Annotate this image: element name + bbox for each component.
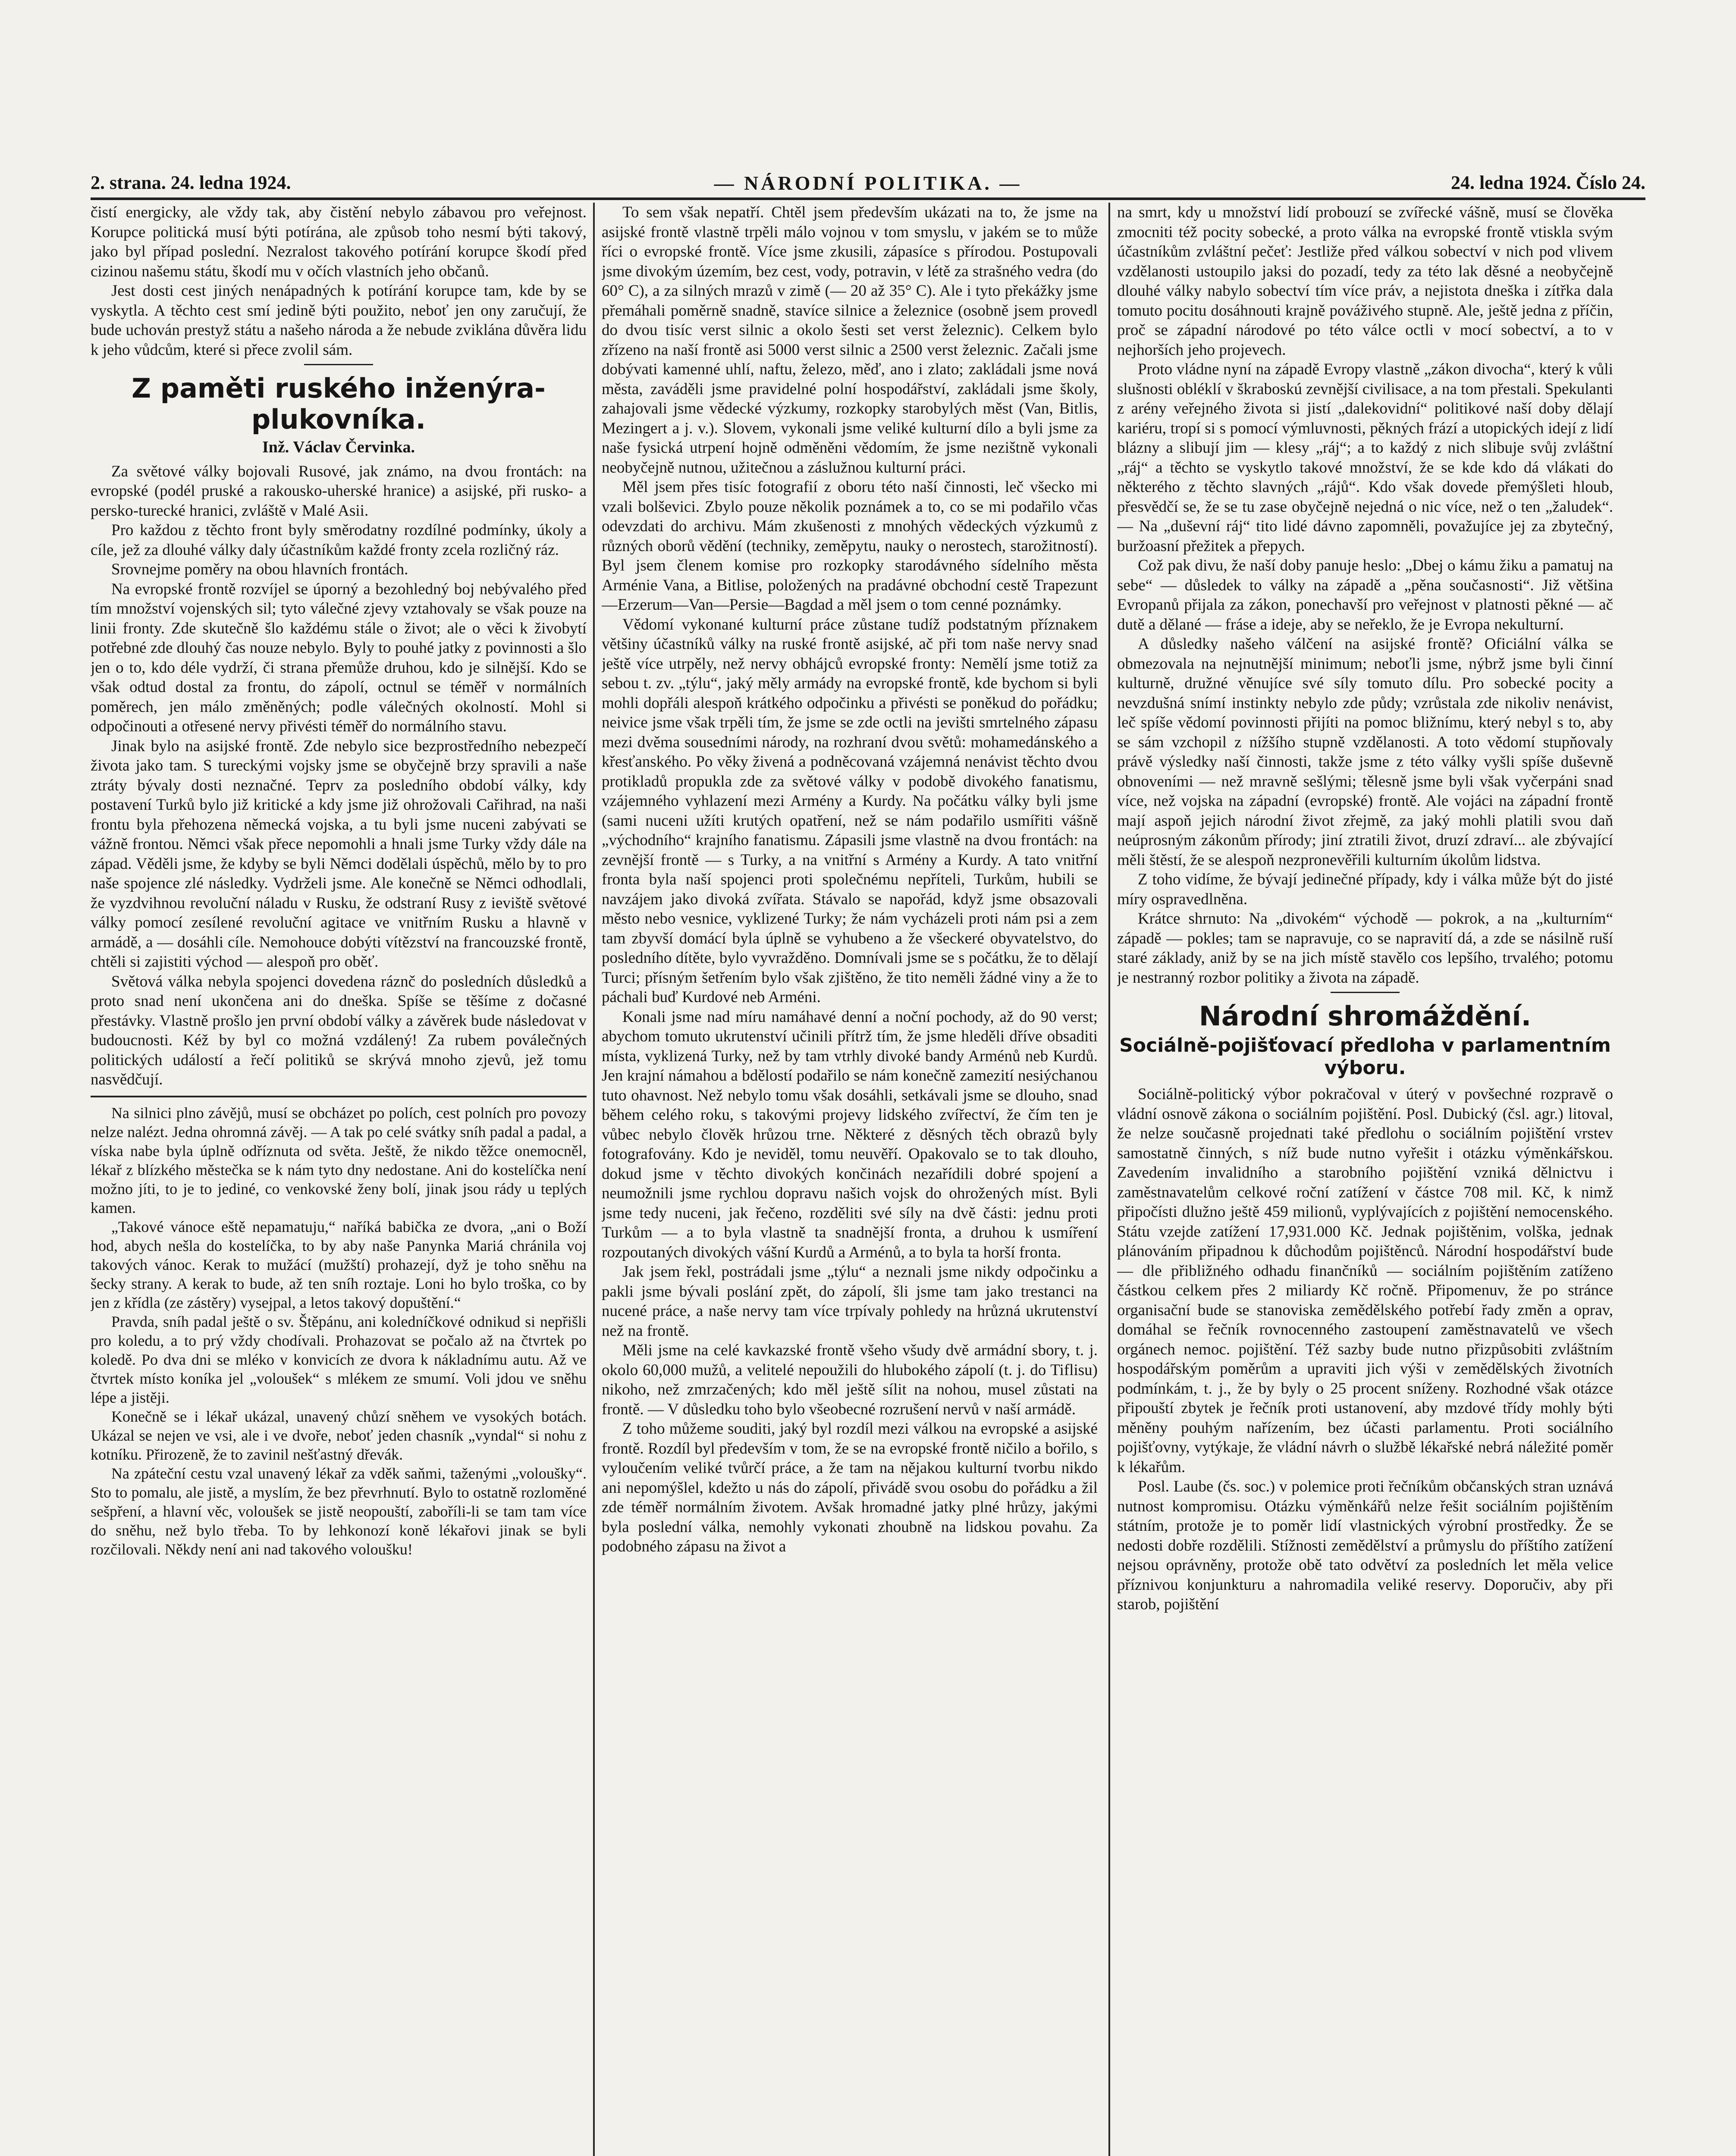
header-masthead: — NÁRODNÍ POLITIKA. — [714,172,1022,194]
section-subtitle: Sociálně-pojišťovací předloha v parlamentním výboru. [1119,1034,1611,1079]
paragraph: Sociálně-politický výbor pokračoval v úterý v povšechné rozpravě o vládní osnově zákona o sociálním pojištění. Posl. Dubický (čsl. agr.) litoval, že nelze současně projednati také předlohu o sociálním pojištění vrstev samostatně činných, s níž bude nutno vyřešit i otázku výměnkářskou. Zavedením invalidního a starobního pojištění vzniká dělnictvu i zaměstnavatelům celkové roční zatížení v částce 708 mil. Kč, k nimž připočísti dlužno ještě 459 milionů, vyplývajících z pojištění nemocenského. Státu vzejde zatížení 17,931.000 Kč. Jednak pojištěnim, volška, jednak plánováním připadnou k důchodům pojištěnců. Národní hospodářství bude — dle přibližného odhadu finančníků — sociálním pojištěním zatíženo částkou celkem přes 2 miliardy Kč ročně. Připomenuv, že po stránce organisační bude se stanoviska zemědělského potřebí řady změn a oprav, domáhal se řečník rovnocenného zastoupení zaměstnavatelů ve všech orgánech nemoc. pojištění. Též sazby bude nutno přizpůsobiti zvláštním hospodářským poměrům a upraviti jich výši v zemědělských životních podmínkám, t. j., že by byly o 25 procent sníženy. Rozhodné však otázce připouští zbytek je řečník proti ustanovení, aby mzdové třídy mohly býti měněny pouhým nařízením, bez účasti parlamentu. Proti sociálního pojišťovny, vytýkaje, že vládní návrh o službě lékařské nebrá náležité poměr k lékařům. [1117,1085,1613,1476]
header-rule [91,197,1645,200]
paragraph: Jinak bylo na asijské frontě. Zde nebylo sice bezprostředního nebezpečí života jako tam. S tureckými vojsky jsme se obyčejně brzy spravili a naše ztráty bývaly dosti neznačné. Teprv za posledního období války, kdy postavení Turků bylo již kritické a kdy jsme již ohrožovali Cařihrad, na naši frontu byla přehozena německá vojska, a tu byli jsme nuceni zabývati se vážně frontou. Němci však přece nepomohli a hnali jsme Turky vždy dále na západ. Věděli jsme, že kdyby se byli Němci dodělali úspěchů, mělo by to pro naše spojence zlé následky. Vydrželi jsme. Ale konečně se Němci odhodlali, že vyzdvihnou revoluční náladu v Rusku, že odstraní Rusy z ieviště světové války pomocí zesílené revoluční agitace ve vnitřním Rusku a hlavně v armádě, a — dosáhli cíle. Nemohouce dobýti vítězství na francouzské frontě, chtěli si zajistiti východ — alespoň pro oběť. [91,737,587,971]
page-header [91,172,1645,197]
paragraph: Světová válka nebyla spojenci dovedena ráznč do posledních důsledků a proto snad není ukončena ani do dneška. Spíše se těšíme z dočasné přestávky. Vlastně prošlo jen první období války a závěrek bude následovat v budoucnosti. Kéž by byl co možná vzdálený! Za rubem poválečných politických událostí a řečí politiků se skrývá mnoho zjevů, jež tomu nasvědčují. [91,972,587,1088]
paragraph: Srovnejme poměry na obou hlavních frontách. [111,561,408,578]
paragraph: Konečně se i lékař ukázal, unavený chůzí sněhem ve vysokých botách. Ukázal se nejen ve vsi, ale i ve dvoře, neboť jeden chasník „vyndal“ si nohu z kotníku. Přirozeně, že to zavinil nešťastný dřevák. [91,1407,587,1463]
article-separator [1331,992,1400,993]
column-divider-2 [1108,203,1110,2156]
header-page-date: 2. strana. 24. ledna 1924. [91,172,291,193]
paragraph: Což pak divu, že naší doby panuje heslo: „Dbej o kámu žiku a pamatuj na sebe“ — důsledek to války na západě a „pěna současnosti“. Již většina Evropanů přijala za zákon, ponechavší pro veřejnost v platnosti pěkné — ač dutě a dělané — fráse a ideje, aby se neřeklo, že je Evropa nekulturní. [1117,557,1613,633]
paragraph: Vědomí vykonané kulturní práce zůstane tudíž podstatným příznakem většiny účastníků války na ruské frontě asijské, ač při tom naše nervy snad ještě více utrpěly, než nervy obhájců evropské fronty: Nemělí jsme totiž za sebou t. zv. „týlu“, jaký měly armády na evropské frontě, kde bychom si byli mohli dopřáli alespoň krátkého odpočinku a přivésti se poněkud do pořádku; neivice jsme však trpěli tím, že jsme se zde octli na jevišti smrtelného zápasu mezi dvěma sousedními národy, na rozhraní dvou světů: mohamedánského a křesťanského. Po věky živená a podněcovaná vzájemná nenávist těchto dvou protikladů propukla zde za světové války v podobě divokého fanatismu, vzájemného vyhlazení mezi Armény a Kurdy. Na počátku války byli jsme (sami nuceni užíti krutých opatření, než se nám podařilo usmířiti vášně „východního“ krajního fanatismu. Zápasili jsme vlastně na dvou frontách: na zevnější frontě — s Turky, a na vnitřní s Armény a Kurdy. A tato vnitřní fronta byla naší spojenci proti společnému nepříteli, Turkům, hubili se navzájem jako divoká zvířata. Stávalo se napořád, když jsme obsazovali město nebo vesnice, vyklizené Turky; že nám vycházeli proti nám psi a zem tam zbyvší domácí byla úplně se vyhubeno a že všeckeré obyvatelstvo, do posledního dítěte, bylo vyvražděno. Domnívali jsme se s počátku, že to dělají Turci; přísným šetřením bylo však zjištěno, že tito neměli žádné viny a že to páchali buď Kurdové neb Arméni. [602,615,1098,1006]
header-issue-number: 24. ledna 1924. Číslo 24. [1450,172,1645,193]
paragraph: Z toho vidíme, že bývají jedinečné případy, kdy i válka může být do jisté míry ospravedlněna. [1117,871,1613,908]
feuilleton-separator [91,1096,587,1097]
column-1 [91,203,587,2156]
paragraph: Posl. Laube (čs. soc.) v polemice proti řečníkům občanských stran uznává nutnost kompromisu. Otázku výměnkářů nelze řešit sociálním pojištěním státním, protože je to poměr lidí vlastnických výrobní prostředky. Že se nedosti dobře rozdělili. Stížnosti zemědělství a průmyslu do příštího zatížení nejsou oprávněny, protože obě tato odvětví za posledních let měla velice příznivou konjunkturu a nahromadila veliké reservy. Doporučiv, aby při starob, pojištění [1117,1478,1613,1613]
paragraph: Konali jsme nad míru namáhavé denní a noční pochody, až do 90 verst; abychom tomuto ukrutenství učinili přítrž tím, že jsme hleděli dříve obsaditi místa, vyklizená Turky, než by tam vtrhly divoké bandy Arménů neb Kurdů. Jen krajní námahou a bdělostí podařilo se nám konečně zamezití nesiýchanou tuto ohavnost. Než nebylo tomu však dosáhli, setkávali jsme se dlouho, snad během celého roku, s takovými projevy lidského zvířectví, že čím ten je vůbec nebylo člověk hrůzou trne. Některé z děsných těch obrazů byly fotografovány. Kdo je neviděl, tomu neuvěří. Opakovalo se to tak dlouho, dokud jsme v těchto divokých končinách nezařídili dobré spojení a neumožnili jsme rychlou dopravu našich vojsk do ohrožených míst. Byli jsme tedy nuceni, jak řečeno, rozděliti své síly na dvě části: jednu proti Turkům — a to byla vlastně ta snadnější fronta, a druhou k usmíření rozpoutaných divokých vášní Kurdů a Arménů, a to byla ta horší fronta. [602,1008,1098,1261]
article-title: Z paměti ruského inženýra-plukovníka. [132,373,546,435]
paragraph: Pravda, sníh padal ještě o sv. Štěpánu, ani koledníčkové odnikud si nepřišli pro koledu, a to prý vždy chodívali. Prohazovat se počalo až na čtvrtek po koledě. Po dva dni se mléko v konvicích ze dvora k nákladnímu autu. Až ve čtvrtek místo koníka jel „voloušek“ s mlékem ze smumí. Voli jdou ve sněhu lépe a jistěji. [91,1313,587,1406]
paragraph: Jak jsem řekl, postrádali jsme „týlu“ a neznali jsme nikdy odpočinku a pakli jsme bývali poslání zpět, do zápolí, šli jsme tam jako trestanci na nucené práce, a naše nervy tam více trpívaly pohledy na hrůzná ukrutenství než na frontě. [602,1263,1098,1340]
paragraph: Proto vládne nyní na západě Evropy vlastně „zákon divocha“, který k vůli slušnosti obléklí v škraboskú zevnější civilisace, a na tom přestali. Spekulanti z arény veřejného života si jistí „dalekovidní“ politikové naší doby dělají kariéru, tropí si s pomocí výmluvnosti, pěkných frází a utopických idejí z lidí blázny a slibují jim — klesy „ráj“; a to každý z nich slibuje svůj zvláštní „ráj“ a těchto se vyskytlo takové množství, že se kde kdo dá vlákati do některého z těchto slavných „rájů“. Kdo však dovede přemýšleti hloub, přesvědčí se, že se tu zase obyčejně nejedná o nic více, než o ten „žaludek“. — Na „duševní ráj“ tito lidé dávno zapomněli, považujíce jej za zbytečný, buržoasní přežitek a přepych. [1117,360,1613,555]
paragraph: Z toho můžeme souditi, jaký byl rozdíl mezi válkou na evropské a asijské frontě. Rozdíl byl především v tom, že se na evropské frontě ničilo a bořilo, s vyloučením veliké tvůrčí práce, a že tam na nějakou kulturní tvorbu nikdo ani nepomýšlel, kdežto u nás do zápolí, přivádě svou osobu do pořádku a žil zde téměř normálním životem. Avšak hromadné jatky plné hrůzy, jakými byla poslední válka, nemohly vykonati zhoubně na lidskou povahu. Za podobného zápasu na život a [602,1420,1098,1555]
column-3 [1117,203,1613,2156]
paragraph: Pro každou z těchto front byly směrodatny rozdílné podmínky, úkoly a cíle, jež za dlouhé války daly účastníkům každé fronty zcela rozličný ráz. [91,521,587,559]
article-separator [304,364,373,365]
feuilleton [91,1103,587,1559]
paragraph: „Takové vánoce eště nepamatuju,“ naříká babička ze dvora, „ani o Boží hod, abych nešla do kostelíčka, to by aby naše Panynka Mariá chránila voj takových vánoc. Kerak to mužácí (mužští) prohazejí, dyž je toho sněhu na šecky strany. A kerak to bude, až ten sníh roztaje. Loni ho bylo troška, co by jen z křídla (ze zástěry) vysejpal, a letos takový dopuštění.“ [91,1218,587,1311]
paragraph: Na evropské frontě rozvíjel se úporný a bezohledný boj nebývalého před tím množství vojenských sil; tyto válečné zjevy vztahovaly se však pouze na linii fronty. Zde skutečně šlo každému stále o život; ale o věci k živobytí potřebné zde dlouhý čas nouze nebylo. Byly to pouhé jatky z povinnosti a šlo jen o to, kdo déle vydrží, či strana přemůže druhou, kdo je silnější. Kdo se však odtud dostal za frontu, do zápolí, octnul se téměř v normálních poměrech, jen málo změněných; podle válečných okolností. Mohl si odpočinouti a otřesené nervy přivésti téměř do normálního stavu. [91,580,587,735]
paragraph: Za světové války bojovali Rusové, jak známo, na dvou frontách: na evropské (podél pruské a rakousko-uherské hranice) a asijské, při rusko- a persko-turecké hranici, zvláště v Malé Asii. [91,462,587,520]
column-2 [602,203,1098,2156]
paragraph: čistí energicky, ale vždy tak, aby čistění nebylo zábavou pro veřejnost. Korupce politická musí býti potírána, ale způsob toho nesmí býti takový, jako byl případ poslední. Nezralost takového potírání korupce škodí před cizinou našemu státu, škodí mu v očích vlastních jeho občanů. [91,204,587,280]
paragraph: A důsledky našeho válčení na asijské frontě? Oficiální válka se obmezovala na nejnutnější minimum; neboťli jsme, nýbrž jsme byli činní kulturně, družné věnujíce své síly tomuto dílu. Pro sobecké pocity a nevzdušná snímí instinkty nebylo zde půdy; vzrůstala zde nikoliv nenávist, leč spíše vědomí povinnosti přijíti na pomoc bližnímu, který nebyl s to, aby se sám vzchopil z nížšího stupně vzdělanosti. A toto vědomí stupňovaly právě výsledky naší činnosti, takže jsme z této války vyšli spíše duševně obnoveními — než mravně sešlými; tělesně jsme byli však vyčerpáni snad více, než vojska na západní (evropské) frontě. Ale vojáci na západní frontě mají aspoň jejich národní život zřejmě, za jaký mohli platili svou daň neúprosným zákonům přírody; jiní ztratili život, druzí zdraví... ale zbývající měli štěstí, že se alespoň nezpronevěřili kulturním úkolům lidstva. [1117,635,1613,869]
paragraph: na smrt, kdy u množství lidí probouzí se zvířecké vášně, musí se člověka zmocniti též pocity sobecké, a proto válka na evropské frontě vtiskla svým účastníkům zvláštní pečeť: Jestliže před válkou sobectví v nich pod vlivem vzdělanosti ustoupilo jaksi do pozadí, tedy za této lak děsné a neobyčejně dlouhé války nabylo sobectví tím více práv, a nejistota dneška i zítřka dala tomuto pocitu dosáhnouti krajně pováživého stupně. Ale, ještě jedna z příčin, proč se západní národové po této válce octli v mocí sobectví, a to v nejhorších jeho projevech. [1117,204,1613,359]
article-byline: Inž. Václav Červinka. [262,438,415,456]
section-title: Národní shromáždění. [1199,1000,1532,1032]
column-divider-1 [593,203,595,2156]
paragraph: Jest dosti cest jiných nenápadných k potírání korupce tam, kde by se vyskytla. A těchto cest smí jedině býti použito, neboť jen ony zaručují, že bude uchován prestyž státu a našeho národa a že nebude zviklána důvěra lidu k jeho vůdcům, které si přece zvolil sám. [91,282,587,359]
paragraph: Měli jsme na celé kavkazské frontě všeho všudy dvě armádní sbory, t. j. okolo 60,000 mužů, a velitelé nepoužili do hlubokého zápolí (t. j. do Tiflisu) nikoho, než zmrzačených; kdo měl ještě sílit na nohou, musel zůstati na frontě. — V důsledku toho bylo všeobecné rozrušení nervů v naší armádě. [602,1341,1098,1418]
paragraph: Krátce shrnuto: Na „divokém“ východě — pokrok, a na „kulturním“ západě — pokles; tam se napravuje, co se napravití dá, a zde se násilně ruší staré základy, aniž by se na jich místě stavělo cos lepšího, trvalého; potomu je nestranný rozbor politiky a života na západě. [1117,910,1613,987]
paragraph: Na zpáteční cestu vzal unavený lékař za vděk saňmi, taženými „voloušky“. Sto to pomalu, ale jistě, a myslím, že bez převrhnutí. Bylo to ostatně rozloměné sešpření, a hlavní věc, voloušek se jistě neopouští, zaboříli-li se tam tam více do sněhu, než bylo třeba. To by lehkonozí koně lékařovi jinak se byli rozčilovali. Někdy není ani nad takového voloušku! [91,1464,587,1558]
paragraph: Měl jsem přes tisíc fotografií z oboru této naší činnosti, leč všecko mi vzali bolševici. Zbylo pouze několik poznámek a to, co se mi podařilo včas odevzdati do archivu. Mám zkušenosti z mnohých vědeckých výzkumů z různých oborů vědění (techniky, zeměpytu, nauky o nerostech, starožitností). Byl jsem členem komise pro rozkopky starodávného sídelního města Arménie Vana, a Bitlise, položených na pradávné obchodní cestě Trapezunt—Erzerum—Van—Persie—Bagdad a měl jsem o tom cenné poznámky. [602,478,1098,614]
paragraph: To sem však nepatří. Chtěl jsem především ukázati na to, že jsme na asijské frontě vlastně trpěli málo vojnou v tom smyslu, v jakém se to může říci o evropské frontě. Více jsme zkusili, zápasíce s přírodou. Postupovali jsme divokým územím, bez cest, vody, potravin, v létě za strašného vedra (do 60° C), a za silných mrazů v zimě (— 20 až 35° C). Ale i tyto překážky jsme přemáhali poměrně snadně, stavíce silnice a železnice (osobně jsem provedl do dvou tisíc verst silnic a okolo šesti set verst železnic). Celkem bylo zřízeno na naší frontě asi 5000 verst silnic a 2500 verst železnic. Začali jsme dobývati kamenné uhlí, naftu, železo, měď, ano i zlato; zakládali jsme nová města, zaváděli jsme pravidelné polní hospodářství, zakládali jsme školy, zahajovali jsme vědecké výzkumy, rozkopky starobylých měst (Van, Bitlis, Mezingert a j. v.). Slovem, vykonali jsme veliké kulturní dílo a byli jsme za naše fysická utrpení hojně odměněni vědomím, že jsme nezištně vykonali neobyčejně nutnou, užitečnou a záslužnou kulturní práci. [602,204,1098,476]
paragraph: Na silnici plno závějů, musí se obcházet po polích, cest polních pro povozy nelze nalézt. Jedna ohromná závěj. — A tak po celé svátky sníh padal a padal, a víska nabe byla úplně odříznuta od světa. Ještě, že nikdo těžce onemocněl, lékař z blízkého městečka se k nám tyto dny nedostane. Ani do kostelíčka není možno jíti, to je to jediné, co venkovské ženy bolí, jinak jsou rády u teplých kamen. [91,1104,587,1216]
